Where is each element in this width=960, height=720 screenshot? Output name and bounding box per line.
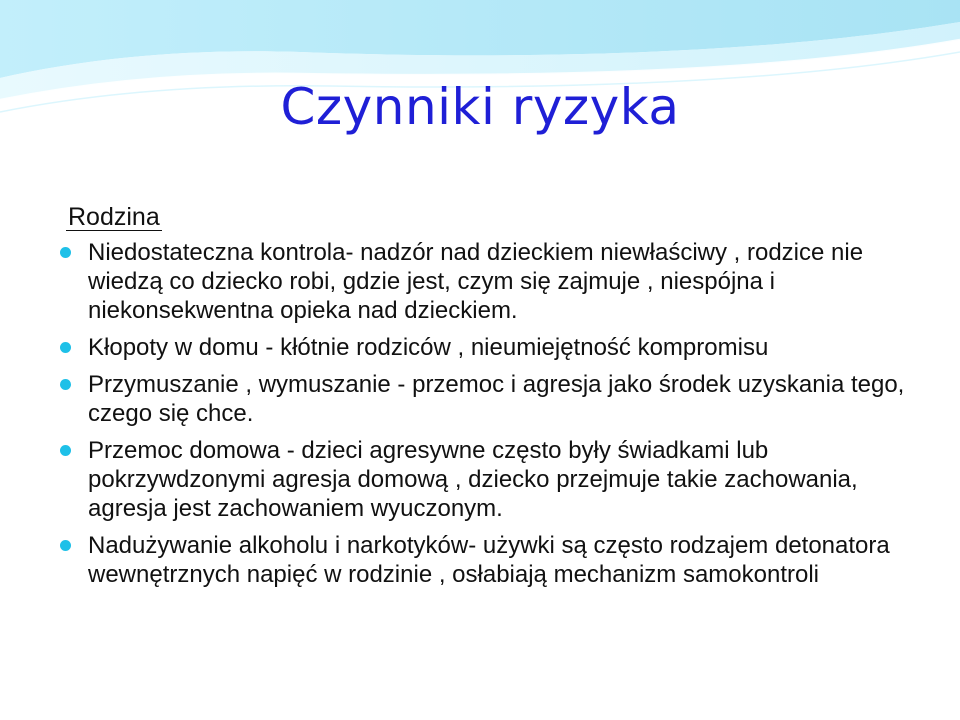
bullet-list — [58, 238, 918, 597]
bullet-item — [58, 436, 918, 523]
bullet-dot-icon — [60, 540, 71, 551]
bullet-item — [58, 531, 918, 589]
bullet-text: Kłopoty w domu - kłótnie rodziców , nieumiejętność kompromisu — [88, 334, 769, 361]
bullet-text: Nadużywanie alkoholu i narkotyków- używki są często rodzajem detonatora wewnętrznych napięć w rodzinie , osłabiają mechanizm samokontroli — [88, 532, 890, 588]
bullet-text: Przemoc domowa - dzieci agresywne często były świadkami lub pokrzywdzonymi agresja domową , dziecko przejmuje takie zachowania, agresja jest zachowaniem wyuczonym. — [88, 437, 858, 522]
bullet-dot-icon — [60, 379, 71, 390]
section-subtitle: Rodzina — [68, 203, 160, 231]
bullet-item — [58, 370, 918, 428]
bullet-dot-icon — [60, 247, 71, 258]
bullet-dot-icon — [60, 342, 71, 353]
slide-title: Czynniki ryzyka — [280, 78, 680, 136]
bullet-text: Przymuszanie , wymuszanie - przemoc i agresja jako środek uzyskania tego, czego się chce. — [88, 371, 905, 427]
bullet-dot-icon — [60, 445, 71, 456]
bullet-item — [58, 238, 918, 325]
bullet-item — [58, 333, 918, 362]
bullet-text: Niedostateczna kontrola- nadzór nad dzieckiem niewłaściwy , rodzice nie wiedzą co dziecko robi, gdzie jest, czym się zajmuje , niespójna i niekonsekwentna opieka nad dzieckiem. — [88, 239, 864, 324]
